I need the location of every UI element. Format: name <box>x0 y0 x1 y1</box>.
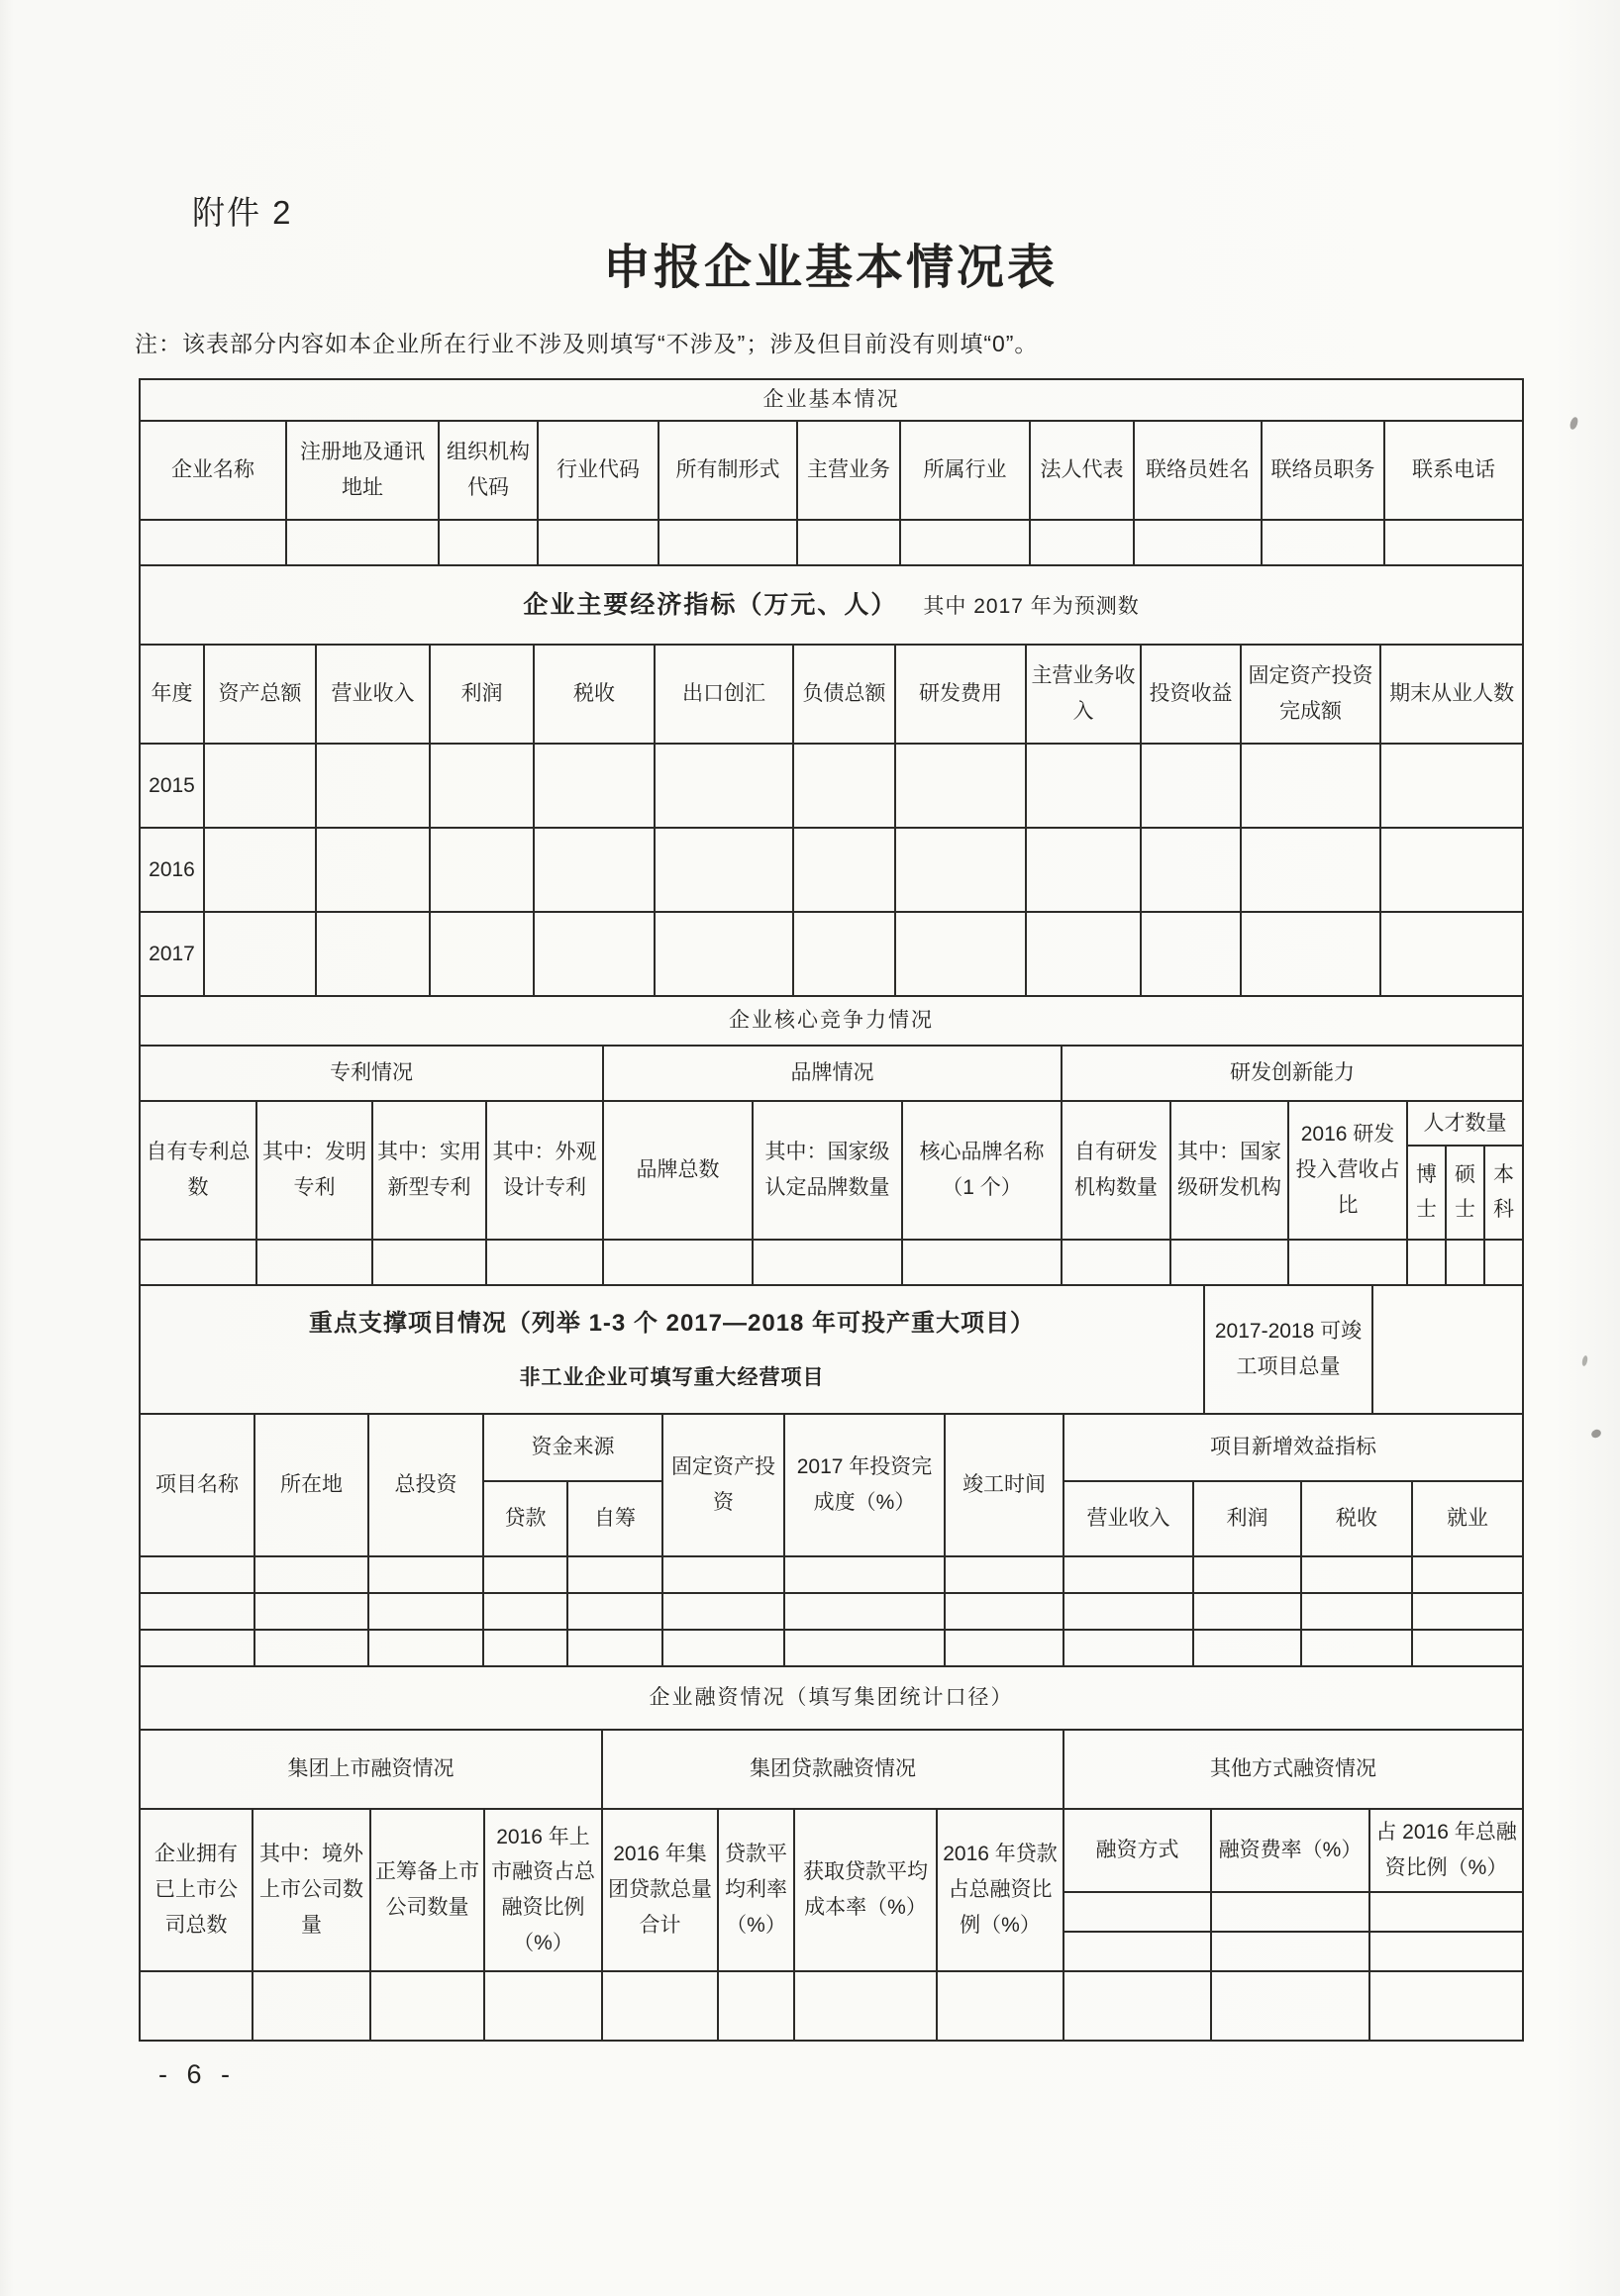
empty-cell <box>254 1630 368 1666</box>
empty-cell <box>1063 1556 1193 1593</box>
empty-cell <box>316 744 430 828</box>
group-header-brands: 品牌情况 <box>603 1046 1062 1101</box>
empty-cell <box>483 1556 567 1593</box>
key-projects-title-table <box>139 1284 1524 1415</box>
empty-cell <box>753 1240 902 1285</box>
column-header: 资产总额 <box>204 645 316 744</box>
empty-cell <box>1241 744 1380 828</box>
document-title: 申报企业基本情况表 <box>602 242 1058 294</box>
financing-section-title: 企业融资情况（填写集团统计口径） <box>140 1666 1523 1730</box>
empty-cell <box>372 1240 486 1285</box>
empty-cell <box>430 744 534 828</box>
economic-section-note: 其中 2017 年为预测数 <box>923 594 1140 618</box>
empty-cell <box>945 1593 1063 1630</box>
column-header: 2016 年上市融资占总融资比例（%） <box>484 1809 602 1971</box>
column-header: 自有研发机构数量 <box>1062 1101 1170 1240</box>
empty-cell <box>1384 520 1523 565</box>
empty-cell <box>567 1593 662 1630</box>
empty-cell <box>1026 912 1141 996</box>
table-row <box>140 1593 1523 1630</box>
empty-cell <box>140 1240 256 1285</box>
column-header: 税收 <box>534 645 655 744</box>
empty-cell <box>655 912 793 996</box>
column-header: 出口创汇 <box>655 645 793 744</box>
empty-cell <box>483 1593 567 1630</box>
year-label: 2015 <box>140 744 204 828</box>
empty-cell <box>1380 912 1523 996</box>
empty-cell <box>1211 1971 1369 2041</box>
empty-cell <box>534 912 655 996</box>
table-row <box>140 912 1523 996</box>
key-projects-table <box>139 1413 1524 1667</box>
empty-cell <box>1301 1593 1412 1630</box>
empty-cell <box>895 912 1026 996</box>
table-row <box>140 520 1523 565</box>
column-header: 融资费率（%） <box>1211 1809 1369 1892</box>
column-header: 主营业务收入 <box>1026 645 1141 744</box>
column-header: 2017 年投资完成度（%） <box>784 1414 945 1556</box>
empty-cell <box>1026 744 1141 828</box>
empty-cell <box>1141 912 1241 996</box>
table-row <box>140 828 1523 912</box>
economic-indicators-table <box>139 564 1524 997</box>
basic-info-table <box>139 378 1524 566</box>
table-row <box>140 1046 1523 1101</box>
empty-cell <box>254 1593 368 1630</box>
empty-cell <box>1211 1892 1369 1932</box>
column-header: 所属行业 <box>900 421 1030 520</box>
completed-projects-label: 2017-2018 可竣工项目总量 <box>1204 1285 1372 1414</box>
empty-cell <box>1062 1240 1170 1285</box>
empty-cell <box>204 744 316 828</box>
table-row <box>140 1809 1523 1892</box>
empty-cell <box>1380 828 1523 912</box>
empty-cell <box>534 744 655 828</box>
column-header: 营业收入 <box>1063 1481 1193 1556</box>
empty-cell <box>1170 1240 1288 1285</box>
empty-cell <box>784 1593 945 1630</box>
empty-cell <box>484 1971 602 2041</box>
column-header: 硕士 <box>1446 1146 1484 1240</box>
empty-cell <box>1030 520 1134 565</box>
empty-cell <box>1193 1593 1301 1630</box>
column-header: 固定资产投资 <box>662 1414 784 1556</box>
column-header: 本科 <box>1484 1146 1523 1240</box>
empty-cell <box>1141 828 1241 912</box>
column-header: 其中：实用新型专利 <box>372 1101 486 1240</box>
column-header: 利润 <box>1193 1481 1301 1556</box>
table-row <box>140 1285 1523 1414</box>
empty-cell <box>368 1630 483 1666</box>
column-header: 期末从业人数 <box>1380 645 1523 744</box>
empty-cell <box>254 1556 368 1593</box>
table-row <box>140 1730 1523 1809</box>
empty-cell <box>1063 1971 1211 2041</box>
projects-section-title-cell <box>140 1285 1204 1414</box>
column-header: 税收 <box>1301 1481 1412 1556</box>
column-header: 法人代表 <box>1030 421 1134 520</box>
empty-cell <box>1301 1630 1412 1666</box>
empty-cell <box>316 828 430 912</box>
column-header: 品牌总数 <box>603 1101 753 1240</box>
empty-cell <box>1484 1240 1523 1285</box>
basic-info-section-title: 企业基本情况 <box>140 379 1523 421</box>
empty-cell <box>602 1971 718 2041</box>
table-row <box>140 996 1523 1046</box>
column-header: 利润 <box>430 645 534 744</box>
column-header: 正筹备上市公司数量 <box>370 1809 484 1971</box>
empty-cell <box>718 1971 794 2041</box>
empty-cell <box>655 744 793 828</box>
column-header: 融资方式 <box>1063 1809 1211 1892</box>
empty-cell <box>1369 1971 1523 2041</box>
column-header: 组织机构代码 <box>439 421 538 520</box>
empty-cell <box>603 1240 753 1285</box>
column-header: 行业代码 <box>538 421 658 520</box>
column-header: 联络员姓名 <box>1134 421 1262 520</box>
empty-cell <box>1412 1630 1523 1666</box>
empty-cell <box>900 520 1030 565</box>
group-header-patents: 专利情况 <box>140 1046 603 1101</box>
column-header: 获取贷款平均成本率（%） <box>794 1809 937 1971</box>
table-row <box>140 1666 1523 1730</box>
empty-cell <box>1063 1892 1211 1932</box>
column-header: 所有制形式 <box>658 421 797 520</box>
empty-cell <box>895 744 1026 828</box>
column-header: 2016 年集团贷款总量合计 <box>602 1809 718 1971</box>
economic-section-title-cell <box>140 565 1523 645</box>
projects-section-subtitle: 非工业企业可填写重大经营项目 <box>519 1366 825 1390</box>
empty-cell <box>430 828 534 912</box>
column-header: 占 2016 年总融资比例（%） <box>1369 1809 1523 1892</box>
empty-cell <box>1193 1630 1301 1666</box>
scan-artifact <box>1569 416 1579 431</box>
table-row <box>140 645 1523 744</box>
document-note: 注：该表部分内容如本企业所在行业不涉及则填写“不涉及”；涉及但目前没有则填“0”。 <box>135 330 1039 356</box>
column-header: 自筹 <box>567 1481 662 1556</box>
column-header: 贷款 <box>483 1481 567 1556</box>
empty-cell <box>140 520 286 565</box>
empty-cell <box>1063 1932 1211 1971</box>
column-header: 研发费用 <box>895 645 1026 744</box>
empty-cell <box>1407 1240 1446 1285</box>
column-header: 负债总额 <box>793 645 895 744</box>
empty-cell <box>140 1593 254 1630</box>
column-header: 博士 <box>1407 1146 1446 1240</box>
empty-cell <box>1288 1240 1407 1285</box>
column-header: 项目名称 <box>140 1414 254 1556</box>
empty-cell <box>895 828 1026 912</box>
empty-cell <box>662 1556 784 1593</box>
empty-cell <box>1211 1932 1369 1971</box>
empty-cell <box>316 912 430 996</box>
projects-section-title: 重点支撑项目情况（列举 1-3 个 2017—2018 年可投产重大项目） <box>308 1310 1036 1338</box>
empty-cell <box>793 744 895 828</box>
column-header: 所在地 <box>254 1414 368 1556</box>
empty-cell <box>1412 1556 1523 1593</box>
table-row <box>140 565 1523 645</box>
empty-cell <box>567 1556 662 1593</box>
table-row <box>140 421 1523 520</box>
empty-cell <box>368 1593 483 1630</box>
table-row <box>140 1101 1523 1146</box>
column-header: 其中：外观设计专利 <box>486 1101 603 1240</box>
column-header: 联络员职务 <box>1262 421 1384 520</box>
empty-cell <box>1063 1593 1193 1630</box>
table-row <box>140 744 1523 828</box>
table-row <box>140 1414 1523 1481</box>
empty-cell <box>1372 1285 1523 1414</box>
column-header: 注册地及通讯地址 <box>286 421 439 520</box>
empty-cell <box>1193 1556 1301 1593</box>
page-number: - 6 - <box>158 2058 237 2089</box>
column-header: 2016 年贷款占总融资比例（%） <box>937 1809 1063 1971</box>
table-row <box>140 379 1523 421</box>
column-header: 自有专利总数 <box>140 1101 256 1240</box>
group-header-talent: 人才数量 <box>1407 1101 1523 1146</box>
empty-cell <box>140 1971 253 2041</box>
empty-cell <box>945 1630 1063 1666</box>
column-header: 贷款平均利率（%） <box>718 1809 794 1971</box>
table-row <box>140 1556 1523 1593</box>
column-header: 核心品牌名称（1 个） <box>902 1101 1062 1240</box>
column-header: 企业拥有已上市公司总数 <box>140 1809 253 1971</box>
column-header: 竣工时间 <box>945 1414 1063 1556</box>
empty-cell <box>486 1240 603 1285</box>
empty-cell <box>793 828 895 912</box>
empty-cell <box>286 520 439 565</box>
column-header: 就业 <box>1412 1481 1523 1556</box>
empty-cell <box>1241 912 1380 996</box>
empty-cell <box>368 1556 483 1593</box>
empty-cell <box>902 1240 1062 1285</box>
financing-table <box>139 1665 1524 2042</box>
core-competitiveness-table <box>139 995 1524 1286</box>
scan-artifact <box>1581 1355 1588 1367</box>
economic-section-title: 企业主要经济指标（万元、人） <box>523 590 898 619</box>
column-header: 其中：国家级认定品牌数量 <box>753 1101 902 1240</box>
empty-cell <box>662 1630 784 1666</box>
column-header: 其中：发明专利 <box>256 1101 372 1240</box>
empty-cell <box>439 520 538 565</box>
empty-cell <box>793 912 895 996</box>
empty-cell <box>784 1630 945 1666</box>
attachment-label: 附件 2 <box>192 194 293 231</box>
year-label: 2016 <box>140 828 204 912</box>
group-header-benefit: 项目新增效益指标 <box>1063 1414 1523 1481</box>
empty-cell <box>140 1556 254 1593</box>
empty-cell <box>567 1630 662 1666</box>
empty-cell <box>662 1593 784 1630</box>
empty-cell <box>534 828 655 912</box>
group-header-funding: 资金来源 <box>483 1414 662 1481</box>
column-header: 其中：国家级研发机构 <box>1170 1101 1288 1240</box>
empty-cell <box>140 1630 254 1666</box>
column-header: 其中：境外上市公司数量 <box>253 1809 370 1971</box>
empty-cell <box>1301 1556 1412 1593</box>
empty-cell <box>784 1556 945 1593</box>
empty-cell <box>1241 828 1380 912</box>
table-row <box>140 1630 1523 1666</box>
column-header: 企业名称 <box>140 421 286 520</box>
column-header: 2016 研发投入营收占比 <box>1288 1101 1407 1240</box>
group-header-other: 其他方式融资情况 <box>1063 1730 1523 1809</box>
empty-cell <box>797 520 900 565</box>
table-row <box>140 1240 1523 1285</box>
empty-cell <box>937 1971 1063 2041</box>
table-row <box>140 1971 1523 2041</box>
core-section-title: 企业核心竞争力情况 <box>140 996 1523 1046</box>
empty-cell <box>538 520 658 565</box>
empty-cell <box>1412 1593 1523 1630</box>
empty-cell <box>1446 1240 1484 1285</box>
column-header: 投资收益 <box>1141 645 1241 744</box>
empty-cell <box>655 828 793 912</box>
empty-cell <box>256 1240 372 1285</box>
group-header-rd: 研发创新能力 <box>1062 1046 1523 1101</box>
group-header-listing: 集团上市融资情况 <box>140 1730 602 1809</box>
group-header-loans: 集团贷款融资情况 <box>602 1730 1063 1809</box>
column-header: 主营业务 <box>797 421 900 520</box>
empty-cell <box>794 1971 937 2041</box>
column-header: 联系电话 <box>1384 421 1523 520</box>
empty-cell <box>658 520 797 565</box>
document-content <box>135 194 1522 2042</box>
empty-cell <box>1380 744 1523 828</box>
empty-cell <box>430 912 534 996</box>
empty-cell <box>1026 828 1141 912</box>
empty-cell <box>945 1556 1063 1593</box>
empty-cell <box>1141 744 1241 828</box>
empty-cell <box>204 912 316 996</box>
empty-cell <box>1134 520 1262 565</box>
empty-cell <box>370 1971 484 2041</box>
scan-artifact <box>1590 1428 1602 1439</box>
empty-cell <box>204 828 316 912</box>
column-header: 营业收入 <box>316 645 430 744</box>
column-header: 总投资 <box>368 1414 483 1556</box>
empty-cell <box>253 1971 370 2041</box>
column-header: 年度 <box>140 645 204 744</box>
column-header: 固定资产投资完成额 <box>1241 645 1380 744</box>
empty-cell <box>483 1630 567 1666</box>
year-label: 2017 <box>140 912 204 996</box>
empty-cell <box>1369 1892 1523 1932</box>
empty-cell <box>1369 1932 1523 1971</box>
empty-cell <box>1063 1630 1193 1666</box>
empty-cell <box>1262 520 1384 565</box>
